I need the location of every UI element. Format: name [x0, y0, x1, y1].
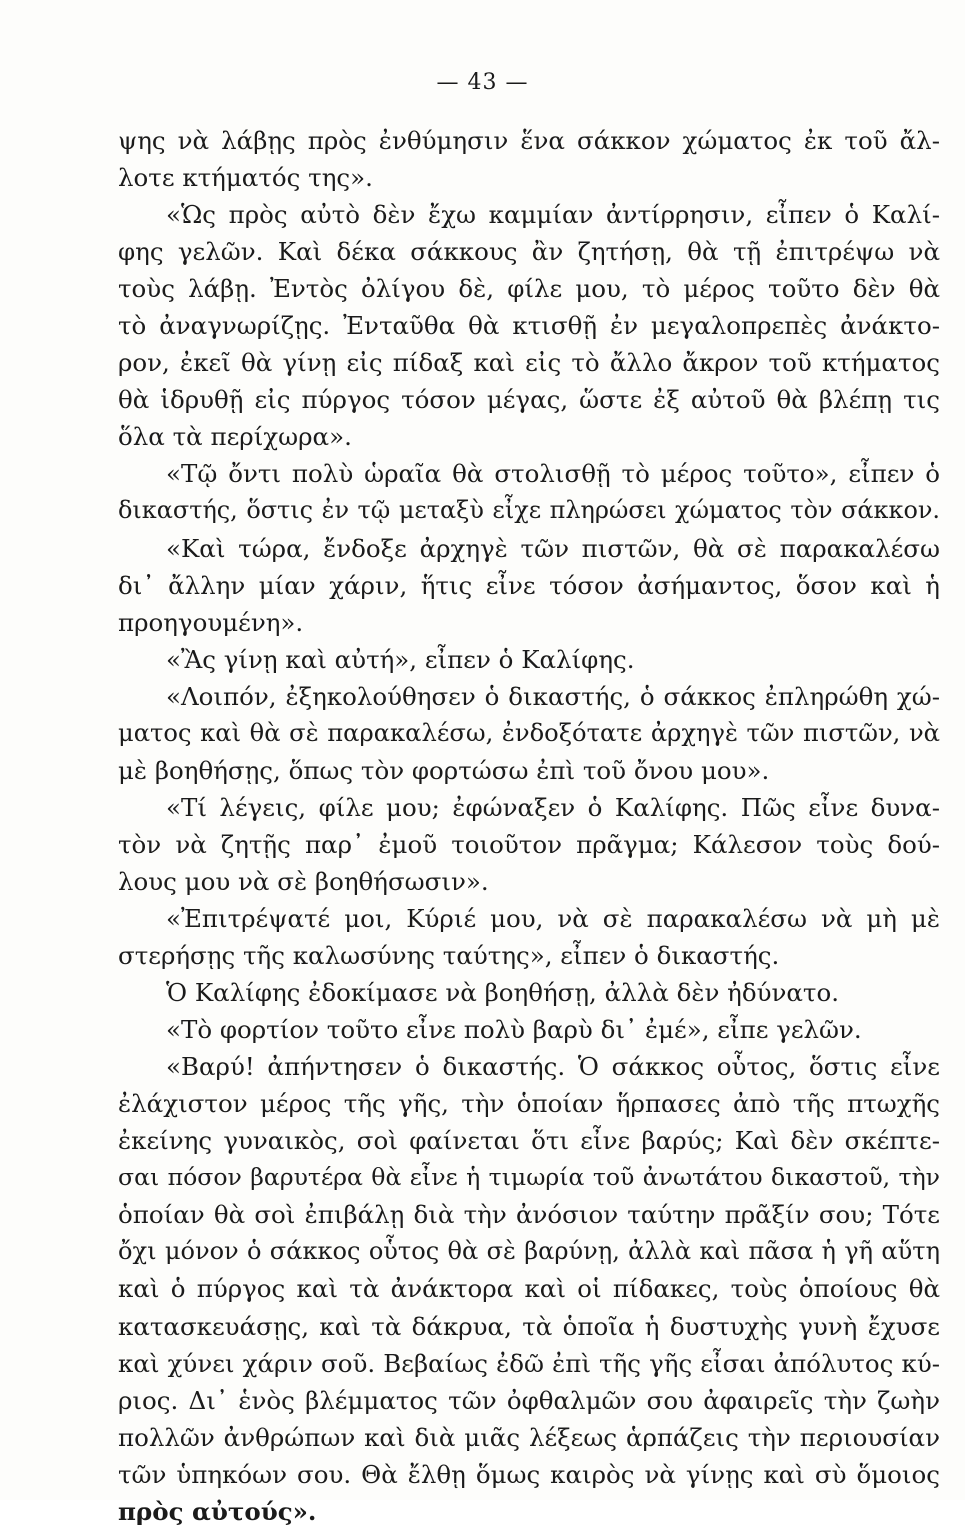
- text-line: καὶ χύνει χάριν σοῦ. Βεβαίως ἐδῶ ἐπὶ τῆς γῆς εἶσαι ἀπόλυτος κύ-: [118, 1348, 940, 1378]
- text-line: φης γελῶν. Καὶ δέκα σάκκους ἂν ζητήσῃ, θὰ τῇ ἐπιτρέψω νὰ: [118, 237, 940, 267]
- text-line: πολλῶν ἀνθρώπων καὶ διὰ μιᾶς λέξεως ἁρπάζεις τὴν περιουσίαν: [118, 1422, 940, 1452]
- text-line: δικαστής, ὅστις ἐν τῷ μεταξὺ εἶχε πληρώσει χώματος τὸν σάκκον.: [118, 496, 940, 525]
- text-line: τοὺς λάβῃ. Ἐντὸς ὀλίγου δὲ, φίλε μου, τὸ μέρος τοῦτο δὲν θὰ: [118, 274, 940, 304]
- text-line: ὁποίαν θὰ σοὶ ἐπιβάλῃ διὰ τὴν ἀνόσιον ταύτην πρᾶξίν σου; Τότε: [118, 1200, 940, 1230]
- text-line: πρὸς αὐτούς».: [118, 1496, 317, 1526]
- text-line: «Τί λέγεις, φίλε μου; ἐφώναξεν ὁ Καλίφης. Πῶς εἶνε δυνα-: [166, 792, 940, 822]
- text-line: κατασκευάσῃς, καὶ τὰ δάκρυα, τὰ ὁποῖα ἡ δυστυχὴς γυνὴ ἔχυσε: [118, 1311, 940, 1341]
- text-line: «Τῷ ὄντι πολὺ ὡραῖα θὰ στολισθῇ τὸ μέρος τοῦτο», εἶπεν ὁ: [166, 459, 940, 489]
- text-line: δι᾽ ἄλλην μίαν χάριν, ἥτις εἶνε τόσον ἀσήμαντος, ὅσον καὶ ἡ: [118, 570, 940, 600]
- text-line: ἐκείνης γυναικὸς, σοὶ φαίνεται ὅτι εἶνε βαρύς; Καὶ δὲν σκέπτε-: [118, 1126, 940, 1156]
- text-line: τὸν νὰ ζητῇς παρ᾽ ἐμοῦ τοιοῦτον πρᾶγμα; Κάλεσον τοὺς δού-: [118, 829, 940, 859]
- text-line: «Καὶ τώρα, ἔνδοξε ἀρχηγὲ τῶν πιστῶν, θὰ σὲ παρακαλέσω: [166, 533, 940, 563]
- text-line: μὲ βοηθήσῃς, ὅπως τὸν φορτώσω ἐπὶ τοῦ ὄνου μου».: [118, 755, 770, 785]
- text-line: προηγουμένη».: [118, 607, 304, 637]
- text-line: καὶ ὁ πύργος καὶ τὰ ἀνάκτορα καὶ οἱ πίδακες, τοὺς ὁποίους θὰ: [118, 1274, 940, 1304]
- text-line: ματος καὶ θὰ σὲ παρακαλέσω, ἐνδοξότατε ἀρχηγὲ τῶν πιστῶν, νὰ: [118, 718, 940, 747]
- text-line: «Βαρύ! ἀπήντησεν ὁ δικαστής. Ὁ σάκκος οὗτος, ὅστις εἶνε: [166, 1052, 940, 1082]
- text-line: λους μου νὰ σὲ βοηθήσωσιν».: [118, 866, 489, 896]
- text-line: ὄχι μόνον ὁ σάκκος οὗτος θὰ σὲ βαρύνῃ, ἀλλὰ καὶ πᾶσα ἡ γῆ αὕτη: [118, 1237, 940, 1266]
- text-line: ὅλα τὰ περίχωρα».: [118, 422, 352, 452]
- text-line: τῶν ὑπηκόων σου. Θὰ ἔλθῃ ὅμως καιρὸς νὰ γίνῃς καὶ σὺ ὅμοιος: [118, 1459, 940, 1489]
- text-line: «Τὸ φορτίον τοῦτο εἶνε πολὺ βαρὺ δι᾽ ἐμέ», εἶπε γελῶν.: [166, 1015, 862, 1045]
- text-line: τὸ ἀναγνωρίζῃς. Ἐνταῦθα θὰ κτισθῇ ἐν μεγαλοπρεπὲς ἀνάκτο-: [118, 311, 940, 341]
- text-line: ἐλάχιστον μέρος τῆς γῆς, τὴν ὁποίαν ἥρπασες ἀπὸ τῆς πτωχῆς: [118, 1089, 940, 1119]
- text-line: «Ἂς γίνῃ καὶ αὐτή», εἶπεν ὁ Καλίφης.: [166, 644, 635, 674]
- text-line: στερήσῃς τῆς καλωσύνης ταύτης», εἶπεν ὁ δικαστής.: [118, 941, 780, 971]
- text-line: σαι πόσον βαρυτέρα θὰ εἶνε ἡ τιμωρία τοῦ ἀνωτάτου δικαστοῦ, τὴν: [118, 1163, 940, 1192]
- text-line: «Ὡς πρὸς αὐτὸ δὲν ἔχω καμμίαν ἀντίρρησιν, εἶπεν ὁ Καλί-: [166, 200, 940, 230]
- body-text: [118, 122, 940, 1530]
- text-line: «Λοιπόν, ἐξηκολούθησεν ὁ δικαστής, ὁ σάκκος ἐπληρώθη χώ-: [166, 681, 940, 711]
- text-line: «Ἐπιτρέψατέ μοι, Κύριέ μου, νὰ σὲ παρακαλέσω νὰ μὴ μὲ: [166, 903, 940, 933]
- text-line: ρον, ἐκεῖ θὰ γίνῃ εἰς πίδαξ καὶ εἰς τὸ ἄλλο ἄκρον τοῦ κτήματος: [118, 348, 940, 378]
- text-line: ριος. Δι᾽ ἑνὸς βλέμματος τῶν ὀφθαλμῶν σου ἀφαιρεῖς τὴν ζωὴν: [118, 1385, 940, 1415]
- text-line: θὰ ἱδρυθῇ εἰς πύργος τόσον μέγας, ὥστε ἐξ αὐτοῦ θὰ βλέπῃ τις: [118, 385, 940, 415]
- page-number-header: — 43 —: [436, 70, 529, 95]
- text-line: Ὁ Καλίφης ἐδοκίμασε νὰ βοηθήσῃ, ἀλλὰ δὲν ἠδύνατο.: [166, 978, 839, 1008]
- text-line: λοτε κτήματός της».: [118, 163, 373, 193]
- text-line: ψης νὰ λάβῃς πρὸς ἐνθύμησιν ἕνα σάκκον χώματος ἐκ τοῦ ἄλ-: [118, 126, 940, 155]
